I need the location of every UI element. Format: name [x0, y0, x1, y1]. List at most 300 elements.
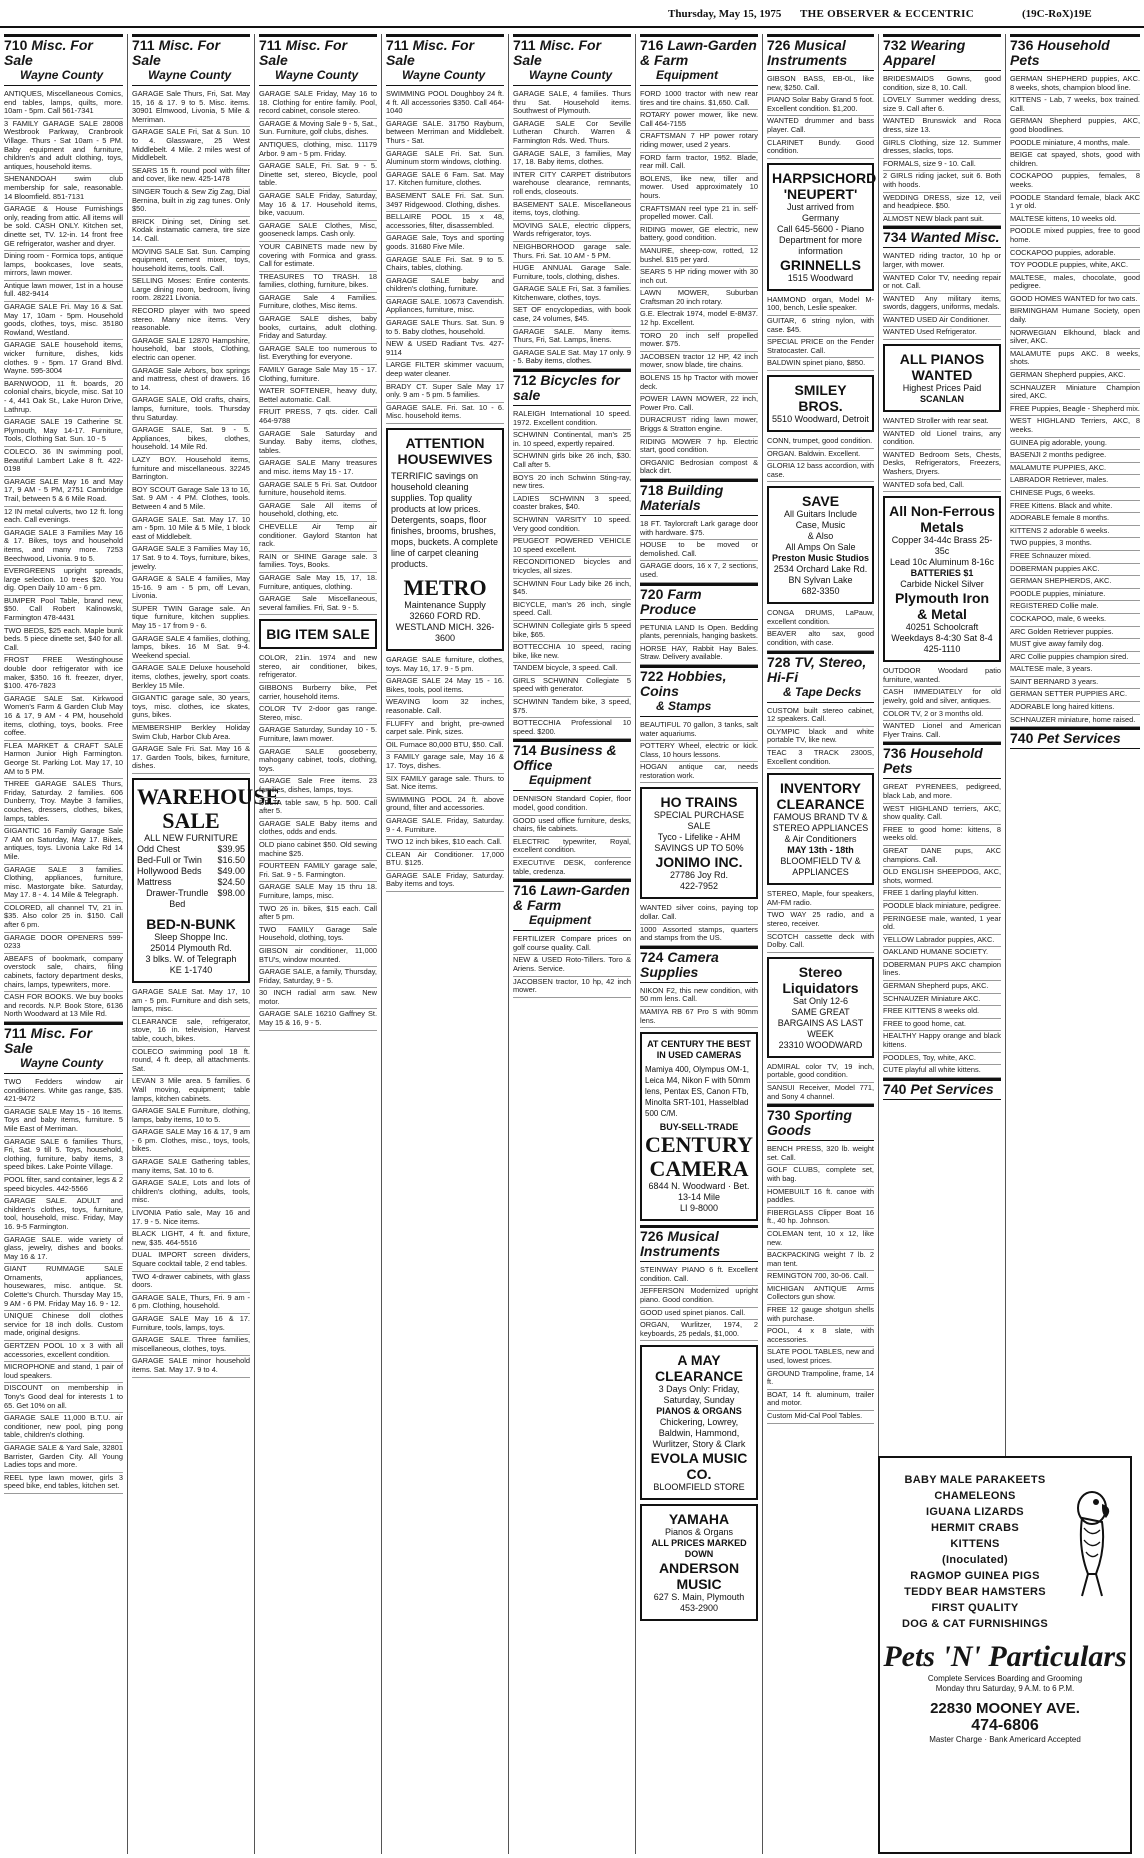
classified-ad: GARAGE SALE Friday, Saturday, May 16 & 17. Household items, bike, vacuum.	[259, 191, 377, 221]
classified-ad: RIDING MOWER 7 hp. Electric start, good condition.	[640, 437, 758, 458]
classified-ad: GARAGE SALE. 31750 Rayburn, between Merriman and Middlebelt. Thurs - Sat.	[386, 119, 504, 149]
classified-ad: TANDEM bicycle, 3 speed. Call.	[513, 663, 631, 676]
classified-ad: RAIN or SHINE Garage sale. 3 families. Toys, Books.	[259, 552, 377, 573]
classified-ad: MALAMUTE pups AKC. 8 weeks, shots.	[1010, 349, 1140, 370]
classified-ad: CRAFTSMAN reel type 21 in. self-propelled mower. Call.	[640, 204, 758, 225]
classified-ad: GARAGE SALE Thurs. Sat. Sun. 9 to 5. Baby clothes, household.	[386, 318, 504, 339]
classified-ad: RIDING mower, GE electric, new battery, good condition.	[640, 225, 758, 246]
classified-ad: COLOR TV, 2 or 3 months old.	[883, 709, 1001, 722]
classified-ad: G.E. Electrak 1974, model E-8M37. 12 hp. Excellent.	[640, 309, 758, 330]
category-header: 718 Building Materials	[640, 479, 758, 516]
pets-line: FIRST QUALITY	[931, 1602, 1019, 1614]
inventory-clearance-ad: INVENTORY CLEARANCE FAMOUS BRAND TV & STEREO APPLIANCES & Air Conditioners MAY 13th - 18th BLOOMFIELD TV & APPLIANCES	[767, 773, 874, 885]
classified-list	[1010, 74, 1140, 727]
classified-ad: TORO 20 inch self propelled mower. $75.	[640, 331, 758, 352]
classified-ad: BASENJI 2 months pedigree.	[1010, 450, 1140, 463]
classified-list	[513, 409, 631, 739]
classified-ad: GARAGE SALE May 15 - 16 Items. Toys and baby items, furniture. 5 Mile East of Merriman.	[4, 1107, 123, 1137]
classified-ad: FERTILIZER Compare prices on golf course quality. Call.	[513, 934, 631, 955]
classified-ad: FORD 1000 tractor with new rear tires and tire chains. $1,650. Call.	[640, 89, 758, 110]
classified-ad: TOY POODLE puppies, white, AKC.	[1010, 260, 1140, 273]
classified-ad: CLEAN Air Conditioner. 17,000 BTU. $125.	[386, 850, 504, 871]
classified-ad: RALEIGH International 10 speed. 1972. Excellent condition.	[513, 409, 631, 430]
category-header: 716 Lawn-Garden & Farm Equipment	[513, 879, 631, 931]
category-header: 724 Camera Supplies	[640, 946, 758, 983]
classified-ad: CRAFTSMAN 7 HP power rotary riding mower, used 2 years.	[640, 131, 758, 152]
classified-ad: PERINGESE male, wanted, 1 year old.	[883, 914, 1001, 935]
category-header: 722 Hobbies, Coins & Stamps	[640, 665, 758, 717]
classified-ad: OLD ENGLISH SHEEPDOG, AKC, shots, wormed.	[883, 867, 1001, 888]
classified-ad: SCHNAUZER Miniature AKC.	[883, 994, 1001, 1007]
classified-ad: NORWEGIAN Elkhound, black and silver, AKC.	[1010, 328, 1140, 349]
classified-ad: GARAGE SALE Friday, May 16 to 18. Clothing for entire family. Pool, record cabinet, console stereo.	[259, 89, 377, 119]
classified-list	[640, 519, 758, 583]
classified-ad: FREE Kittens. Black and white.	[1010, 501, 1140, 514]
classified-ad: GIRLS Clothing, size 12. Summer dresses, slacks, tops.	[883, 138, 1001, 159]
ho-trains-ad: HO TRAINS SPECIAL PURCHASE SALE Tyco - Lifelike - AHM SAVINGS UP TO 50% JONIMO INC. 27786 Joy Rd. 422-7952	[640, 787, 758, 899]
category-header: 720 Farm Produce	[640, 583, 758, 620]
big-item-sale-ad: BIG ITEM SALE	[259, 619, 377, 649]
classified-ad: NEW & USED Radiant Tvs. 427-9114	[386, 339, 504, 360]
classified-ad: GARAGE Sale 4 Families. Furniture, clothes, Misc items.	[259, 293, 377, 314]
classified-ad: MALTESE male, 3 years.	[1010, 664, 1140, 677]
classified-ad: BRADY CT. Super Sale May 17 only. 9 am - 5 pm. 5 families.	[386, 382, 504, 403]
category-header: 726 Musical Instruments	[640, 1225, 758, 1262]
classified-ad: COLEMAN tent, 10 x 12, like new.	[767, 1229, 874, 1250]
classified-ad: BOAT, 14 ft. aluminum, trailer and motor.	[767, 1390, 874, 1411]
century-camera-ad: AT CENTURY THE BEST IN USED CAMERAS Mamiya 400, Olympus OM-1, Leica M4, Nikon F with 50mm lens, Pentax ES, Canon FTb, Minolta SRT-101, Hasselblad 500 C/M. BUY-SELL-TRADE CENTURY CAMERA 6844 N. Woodward · Bet. 13-14 Mile LI 9-8000	[640, 1032, 758, 1221]
classified-ad: BACKPACKING weight 7 lb. 2 man tent.	[767, 1250, 874, 1271]
metals-ad: All Non-Ferrous Metals Copper 34-44c Brass 25-35c Lead 10c Aluminum 8-16c BATTERIES $1 Carbide Nickel Silver Plymouth Iron & Metal 40251 Schoolcraft Weekdays 8-4:30 Sat 8-4 425-1110	[883, 496, 1001, 662]
classified-ad: LAZY BOY. Household items, furniture and miscellaneous. 32245 Barrington.	[132, 455, 250, 485]
classified-ad: OIL Furnace 80,000 BTU, $50. Call.	[386, 740, 504, 753]
classified-ad: BLACK LIGHT, 4 ft. and fixture, new, $35. 464-5516	[132, 1229, 250, 1250]
classified-ad: GARAGE SALE Fri, Sat. 3 families. Kitchenware, clothes, toys.	[513, 284, 631, 305]
classified-ad: TWO 12 inch bikes, $10 each. Call.	[386, 837, 504, 850]
classified-ad: GARAGE & SALE 4 families, May 15-16. 9 am - 5 pm, off Levan, Livonia.	[132, 574, 250, 604]
classified-ad: BEAVER alto sax, good condition, with case.	[767, 629, 874, 650]
classified-ad: POODLE miniature, 4 months, male.	[1010, 138, 1140, 151]
pets-line: IGUANA LIZARDS	[926, 1506, 1024, 1518]
classified-ad: GARAGE SALE Sat. May 17 only. 9 - 5. Baby items, clothes.	[513, 348, 631, 369]
classified-ad: HOMEBUILT 16 ft. canoe with paddles.	[767, 1187, 874, 1208]
classified-ad: ORGAN, Wurlitzer, 1974, 2 keyboards, 25 pedals, $1,000.	[640, 1320, 758, 1341]
classified-ad: SCHWINN girls bike 26 inch, $30. Call after 5.	[513, 451, 631, 472]
classified-ad: BOTTECCHIA 10 speed, racing bike, like new.	[513, 642, 631, 663]
classified-list	[4, 954, 123, 1022]
column-2	[127, 34, 281, 1854]
category-header: 714 Business & Office Equipment	[513, 739, 631, 791]
classified-ad: SANSUI Receiver, Model 771, and Sony 4 channel.	[767, 1083, 874, 1104]
classified-ad: PETUNIA LAND Is Open. Bedding plants, perennials, hanging baskets.	[640, 623, 758, 644]
classified-ad: GARAGE SALE 6 families Thurs, Fri, Sat. 9 till 5. Toys, household, clothing, furniture, baby items, 3 speed bikes. Lake Pointe Village.	[4, 1137, 123, 1175]
classified-list	[767, 889, 874, 953]
classified-ad: GUITAR, 6 string nylon, with case. $45.	[767, 316, 874, 337]
classified-ad: WANTED Bedroom Sets, Chests, Desks, Refrigerators, Freezers, Washers, Dryers.	[883, 450, 1001, 480]
pets-services: Complete Services Boarding and Grooming	[927, 1674, 1083, 1683]
classified-ad: WEST HIGHLAND Terriers, AKC, 8 weeks.	[1010, 416, 1140, 437]
classified-ad: MALAMUTE PUPPIES, AKC.	[1010, 463, 1140, 476]
classified-ad: ORGANIC Bedrosian compost & black dirt.	[640, 458, 758, 479]
classified-ad: WANTED Color TV, needing repair or not. Call.	[883, 273, 1001, 294]
classified-ad: Antique lawn mower, 1st in a house full. 482-9414	[4, 281, 123, 302]
classified-ad: EVERGREENS upright spreads, large selection. 10 trees $20. You dig. Open Daily 10 am - 6 pm.	[4, 566, 123, 596]
classified-list	[132, 89, 250, 693]
classified-ad: 30 INCH radial arm saw. New motor.	[259, 988, 377, 1009]
classified-ad: 1000 Assorted stamps, quarters and stamps from the US.	[640, 925, 758, 946]
classified-ad: BEAUTIFUL 70 gallon, 3 tanks, salt water aquariums.	[640, 720, 758, 741]
classified-ad: PIANO Solar Baby Grand 5 foot. Excellent condition. $1,200.	[767, 95, 874, 116]
classified-ad: GARAGE SALE. 10673 Cavendish. Appliances, furniture, misc.	[386, 297, 504, 318]
classified-ad: GARAGE SALE Furniture, clothing, lamps, baby items, 10 to 5.	[132, 1106, 250, 1127]
classified-ad: SCOTCH cassette deck with Dolby. Call.	[767, 932, 874, 953]
classified-list	[767, 1144, 874, 1423]
classified-ad: GARAGE SALE, Sat. 9 - 5. Appliances, bikes, clothes, household. 14 Mile Rd.	[132, 425, 250, 455]
classified-ad: DURACRUST riding lawn mower, Briggs & Stratton engine.	[640, 415, 758, 436]
classified-list	[640, 720, 758, 784]
classified-ad: FORMALS, size 9 - 10. Call.	[883, 159, 1001, 172]
classified-ad: GARAGE SALE Fri. Sat. Sun. Aluminum storm windows, clothing.	[386, 149, 504, 170]
column-7	[762, 34, 878, 1854]
classified-ad: COCKAPOO puppies, females, 8 weeks.	[1010, 171, 1140, 192]
column-3	[254, 34, 381, 1854]
category-header: 711 Misc. For Sale Wayne County	[513, 34, 631, 86]
classified-ad: POODLES, Toy, white, AKC.	[883, 1053, 1001, 1066]
classified-ad: GERMAN Shepherd puppies, AKC, good bloodlines.	[1010, 116, 1140, 137]
classified-ad: SUPER TWIN Garage sale. An tique furniture, kitchen supplies. May 15 - 17 from 9 - 6.	[132, 604, 250, 634]
classified-ad: GARAGE SALE May 16 and May 17, 9 AM - 5 PM, 2751 Cambridge Trail, between 5 & 6 Mile Road.	[4, 477, 123, 507]
classified-list	[883, 416, 1001, 492]
pets-cards: Master Charge · Bank Americard Accepted	[929, 1735, 1081, 1744]
classified-ad: GARAGE SALE 5 Fri. Sat. Outdoor furniture, household items.	[259, 480, 377, 501]
category-header: 726 Musical Instruments	[767, 34, 874, 71]
classified-ad: GERMAN SHEPHERD puppies, AKC. 8 weeks, shots, champion blood line.	[1010, 74, 1140, 95]
classified-list	[640, 89, 758, 479]
classified-ad: REEL type lawn mower, girls 3 speed bike, end tables, kitchen set.	[4, 1473, 123, 1494]
classified-ad: DELTA table saw, 5 hp. 500. Call after 5.	[259, 798, 377, 819]
may-clearance-ad: A MAY CLEARANCE 3 Days Only: Friday, Saturday, Sunday PIANOS & ORGANS Chickering, Lowrey, Baldwin, Hammond, Wurlitzer, Story & Clark EVOLA MUSIC CO. BLOOMFIELD STORE	[640, 1345, 758, 1500]
issue-date: Thursday, May 15, 1975	[668, 8, 782, 20]
classified-ad: CUSTOM built stereo cabinet, 12 speakers. Call.	[767, 706, 874, 727]
classified-ad: CUTE playful all white kittens.	[883, 1065, 1001, 1078]
classified-ad: GOOD HOMES WANTED for two cats.	[1010, 294, 1140, 307]
classified-ad: WANTED silver coins, paying top dollar. Call.	[640, 903, 758, 924]
classified-ad: LAWN MOWER, Suburban Craftsman 20 inch rotary.	[640, 288, 758, 309]
classified-ad: SCHWINN Collegiate girls 5 speed bike, $65.	[513, 621, 631, 642]
classified-ad: COCKAPOO, male, 6 weeks.	[1010, 614, 1140, 627]
classified-ad: HOGAN antique car, needs restoration work.	[640, 762, 758, 783]
classified-ad: SET OF encyclopedias, with book case, 24 volumes, $45.	[513, 305, 631, 326]
classified-list	[640, 986, 758, 1028]
classified-ad: BICYCLE, man's 26 inch, single speed. Call.	[513, 600, 631, 621]
classified-ad: GARAGE Sale All items of household, clothing, etc.	[259, 501, 377, 522]
classified-ad: POODLE mixed puppies, free to good home.	[1010, 226, 1140, 247]
classified-ad: SCHNAUZER Miniature Champion sired, AKC.	[1010, 383, 1140, 404]
category-header: 730 Sporting Goods	[767, 1104, 874, 1141]
classified-ad: BOLENS, like new, tiller and mower. Used approximately 10 hours.	[640, 174, 758, 204]
category-header: 740 Pet Services	[1010, 727, 1140, 749]
classified-ad: WEAVING loom 32 inches, reasonable. Call.	[386, 697, 504, 718]
classified-ad: SIX FAMILY garage sale. Thurs. to Sat. Nice items.	[386, 774, 504, 795]
classified-ad: GARAGE SALE. Three families, miscellaneous, clothes, toys.	[132, 1335, 250, 1356]
classified-ad: GOOD used spinet pianos. Call.	[640, 1308, 758, 1321]
classified-list	[259, 653, 377, 1030]
classified-ad: POODLE puppies, miniature.	[1010, 589, 1140, 602]
classified-ad: FLUFFY and bright, pre-owned carpet sale. Pink, sizes.	[386, 719, 504, 740]
classified-ad: WATER SOFTENER, heavy duty, Bettel automatic. Call.	[259, 386, 377, 407]
classified-ad: FREE 1 darling playful kitten.	[883, 888, 1001, 901]
classified-ad: THREE GARAGE SALES Thurs, Friday, Saturday. 2 families. 606 Dunberry, Troy. Maybe 3 families, couches, dressers, clothes, bikes, lamps, tables.	[4, 779, 123, 826]
category-header: 740 Pet Services	[883, 1078, 1001, 1100]
category-header: 736 Household Pets	[883, 742, 1001, 779]
classified-ad: DUAL IMPORT screen dividers, Square cocktail table, 2 end tables.	[132, 1250, 250, 1271]
classified-ad: LADIES SCHWINN 3 speed, coaster brakes, $40.	[513, 494, 631, 515]
classified-ad: GARAGE Sale Arbors, box springs and mattress, chest of drawers. 16 to 14.	[132, 366, 250, 396]
classified-ad: GARAGE SALE Clothes, Misc, gooseneck lamps. Cash only.	[259, 221, 377, 242]
classified-ad: GARAGE SALE Deluxe household items, clothes, jewelry, sport coats. Berkley 15 Mile.	[132, 663, 250, 693]
classified-ad: GARAGE SALE 11,000 B.T.U. air conditioner, new pool, ping pong table, children's clothing.	[4, 1413, 123, 1443]
classified-ad: ADORABLE female 8 months.	[1010, 513, 1140, 526]
classified-ad: CLEARANCE sale, refrigerator, stove, 16 in. television, Harvest table, couch, bikes.	[132, 1017, 250, 1047]
guitars-sale-ad: SAVE All Guitars Include Case, Music & Also All Amps On Sale Preston Music Studios 2534 Orchard Lake Rd. BN Sylvan Lake 682-3350	[767, 486, 874, 604]
classified-ad: MICROPHONE and stand, 1 pair of loud speakers.	[4, 1362, 123, 1383]
classified-ad: SCHWINN VARSITY 10 speed. Very good condition.	[513, 515, 631, 536]
classified-list	[386, 89, 504, 424]
classified-ad: BOYS 20 inch Schwinn Sting-ray, new tires.	[513, 473, 631, 494]
classified-ad: STEREO, Maple, four speakers, AM-FM radio.	[767, 889, 874, 910]
classified-ad: LIVONIA Patio sale, May 16 and 17. 9 - 5. Nice items.	[132, 1208, 250, 1229]
pets-line: HERMIT CRABS	[931, 1522, 1019, 1534]
classified-list	[883, 666, 1001, 742]
classified-list	[883, 74, 1001, 226]
classified-ad: GARAGE SALE. ADULT and children's clothes, toys, furniture, tool, household, misc. Friday, May 16. 9-5 Farmington.	[4, 1196, 123, 1234]
classified-ad: OAKLAND HUMANE SOCIETY.	[883, 947, 1001, 960]
classified-ad: WANTED Stroller with rear seat.	[883, 416, 1001, 429]
classified-ad: DENNISON Standard Copier, floor model, good condition.	[513, 794, 631, 815]
classified-ad: LEVAN 3 Mile area. 5 families. 6 Wall moving, equipment; table lamps, kitchen cabinets.	[132, 1076, 250, 1106]
classified-ad: GARAGE SALE, Lots and lots of children's clothing, adults, tools, misc.	[132, 1178, 250, 1208]
classified-ad: BELLAIRE POOL 15 x 48, accessories, filter, disassembled.	[386, 212, 504, 233]
classified-ad: MUST give away family dog.	[1010, 639, 1140, 652]
classified-ad: GARAGE SALE 3 Families May 16 & 17. Bikes, toys and household items, and many more. 7253 Beechwood, Livonia. 9 to 5.	[4, 528, 123, 566]
classified-ad: LABRADOR Retriever, males.	[1010, 475, 1140, 488]
classified-ad: GARAGE SALE, 3 families, May 17, 18. Baby items, clothes.	[513, 149, 631, 170]
classified-ad: GARAGE SALE Fri. Sat. 9 to 5. Chairs, tables, clothing.	[386, 255, 504, 276]
classified-ad: POTTERY Wheel, electric or kick. Class, 10 hours lessons.	[640, 741, 758, 762]
page-code: (19C-RoX)19E	[1022, 8, 1092, 20]
classified-ad: JACOBSEN tractor 12 HP, 42 inch mower, snow blade, tire chains.	[640, 352, 758, 373]
classified-ad: OLD piano cabinet $50. Old sewing machine $25.	[259, 840, 377, 861]
stereo-liquidators-ad: Stereo Liquidators Sat Only 12-6 SAME GREAT BARGAINS AS LAST WEEK 23310 WOODWARD	[767, 957, 874, 1058]
classified-ad: GARAGE & House Furnishings only, reading from attic. All items will be sold. CASH ONLY. Kitchen set, dinette set, TV. 12-in. 14 front free GE refrigerator, washer and dryer.	[4, 204, 123, 251]
classified-ad: UNIQUE Chinese doll clothes service for 18 inch dolls. Custom made, original designs.	[4, 1311, 123, 1341]
smiley-bros-ad: SMILEY BROS. 5510 Woodward, Detroit	[767, 375, 874, 432]
classified-ad: ADORABLE long haired kittens.	[1010, 702, 1140, 715]
classified-ad: GARAGE SALE household items, wicker furniture, dishes, kids clothes. 9 - 5pm. 17 Grand Blvd. Wayne. 595-3004	[4, 340, 123, 378]
classified-ad: CHINESE Pugs, 6 weeks.	[1010, 488, 1140, 501]
classified-ad: GOLF CLUBS, complete set, with bag.	[767, 1165, 874, 1186]
category-header: 736 Household Pets	[1010, 34, 1140, 71]
classified-ad: FIBERGLASS Clipper Boat 16 ft., 40 hp. Johnson.	[767, 1208, 874, 1229]
classified-ad: HUGE ANNUAL Garage Sale. Furniture, tools, clothing, dishes.	[513, 263, 631, 284]
column-5	[508, 34, 635, 1854]
classified-ad: GARAGE SALE Gathering tables, many items, Sat. 10 to 6.	[132, 1157, 250, 1178]
classified-ad: GARAGE SALE Cor Seville Lutheran Church. Warren & Farmington Rds. Wed. Thurs.	[513, 119, 631, 149]
classified-ad: WANTED Brunswick and Roca dress, size 13.	[883, 116, 1001, 137]
classified-ad: GIBSON air conditioner, 11,000 BTU's, window mounted.	[259, 946, 377, 967]
classified-list	[132, 987, 250, 1378]
classified-ad: JACOBSEN tractor, 10 hp, 42 inch mower.	[513, 977, 631, 998]
classified-ad: FLEA MARKET & CRAFT SALE Harmon Junior High Farmington. George St. Parking Lot. May 17, 10 AM to 5 PM.	[4, 741, 123, 779]
classified-ad: GUINEA pig adorable, young.	[1010, 438, 1140, 451]
classified-ad: MICHIGAN ANTIQUE Arms Collectors gun show.	[767, 1284, 874, 1305]
classified-ad: COLORED, all channel TV, 21 in. $35. Also color 25 in. $150. Call after 6 pm.	[4, 903, 123, 933]
classified-ad: TWO 26 in. bikes, $15 each. Call after 5 pm.	[259, 904, 377, 925]
classified-ad: HORSE HAY, Rabbit Hay Bales. Straw. Delivery available.	[640, 644, 758, 665]
classified-ad: GARAGE SALE Many treasures and misc. items May 15 - 17.	[259, 458, 377, 479]
warehouse-sale-ad: WAREHOUSE SALE ALL NEW FURNITURE Odd Chest $39.95 Bed-Full or Twin $16.50 Hollywood Beds $49.00 Mattress $24.50 Drawer-Trundle Bed $98.00 BED-N-BUNK Sleep Shoppe Inc. 25014 Plymouth Rd. 3 blks. W. of Telegraph KE 1-1740	[132, 778, 250, 983]
classified-ad: WANTED riding tractor, 10 hp or larger, with mower.	[883, 251, 1001, 272]
classified-ad: NEIGHBORHOOD garage sale. Thurs. Fri. Sat. 10 AM - 5 PM.	[513, 242, 631, 263]
classified-ad: CONGA DRUMS, LaPauw, excellent condition.	[767, 608, 874, 629]
classified-ad: ROTARY power mower, like new. Call 464-7155	[640, 110, 758, 131]
classified-ad: FOURTEEN FAMILY garage sale, Fri. Sat. 9 - 5. Farmington.	[259, 861, 377, 882]
classified-ad: NEW & USED Roto-Tillers. Toro & Ariens. Service.	[513, 955, 631, 976]
price-row: Hollywood Beds $49.00	[137, 865, 245, 876]
classified-ad: CONN, trumpet, good condition.	[767, 436, 874, 449]
harpsichord-ad: HARPSICHORD 'NEUPERT' Just arrived from Germany Call 645-5600 - Piano Department for more information GRINNELLS 1515 Woodward	[767, 163, 874, 291]
classified-ad: GARAGE SALE 24 May 15 - 16. Bikes, tools, pool items.	[386, 676, 504, 697]
classified-ad: CLARINET Bundy. Good condition.	[767, 138, 874, 159]
classified-ad: BENCH PRESS, 320 lb. weight set. Call.	[767, 1144, 874, 1165]
classified-ad: POOL filter, sand container, legs & 2 speed bicycles. 442-5566	[4, 1175, 123, 1196]
classified-ad: FORD farm tractor, 1952. Blade, rear mill. Call.	[640, 153, 758, 174]
price-row: Odd Chest $39.95	[137, 843, 245, 854]
classified-ad: BRICK Dining set, Dining set. Kodak instamatic camera, tire size 14. Call.	[132, 217, 250, 247]
classified-ad: GARAGE SALE gooseberry, mahogany cabinet, tools, clothing, toys.	[259, 747, 377, 777]
classified-ad: POOL, 4 x 8 slate, with accessories.	[767, 1326, 874, 1347]
classified-ad: GARAGE SALE Sat. Kirkwood Women's Farm & Garden Club May 16 & 17, 9 AM - 4 PM, household items, clothing, toys, books. Free coffee.	[4, 694, 123, 741]
classified-ad: GARAGE Sale Miscellaneous, several families. Fri, Sat. 9 - 5.	[259, 594, 377, 615]
classified-ad: GARAGE SALE dishes, baby books, curtains, adult clothing. Friday and Saturday.	[259, 314, 377, 344]
classified-ad: BASEMENT SALE Fri. Sat. Sun. 3497 Ridgewood. Clothing, dishes.	[386, 191, 504, 212]
warehouse-price-list	[137, 844, 245, 910]
classified-ad: LARGE FILTER skimmer vacuum, deep water cleaner.	[386, 360, 504, 381]
classified-list	[767, 1062, 874, 1104]
classified-ad: 18 FT. Taylorcraft Lark garage door with hardware. $75.	[640, 519, 758, 540]
pets-line: DOG & CAT FURNISHINGS	[901, 1618, 1049, 1630]
classified-ad: GARAGE SALE May 15 thru 18. Furniture, lamps, misc.	[259, 882, 377, 903]
classified-ad: YOUR CABINETS made new by covering with Formica and grass. Call for estimate.	[259, 242, 377, 272]
classified-ad: SLATE POOL TABLES, new and used, lowest prices.	[767, 1347, 874, 1368]
classified-ad: WANTED Any military items, swords, daggers, uniforms, medals.	[883, 294, 1001, 315]
column-6	[635, 34, 762, 1854]
classified-ad: INTER CITY CARPET distributors warehouse clearance, remnants, roll ends, closeouts.	[513, 170, 631, 200]
classified-ad: CASH IMMEDIATELY for old jewelry, gold and silver, antiques.	[883, 687, 1001, 708]
classified-ad: COCKAPOO puppies, adorable.	[1010, 248, 1140, 261]
classified-ad: GARAGE SALE. Many items. Thurs, Fri, Sat. Lamps, linens.	[513, 327, 631, 348]
classified-ad: GARAGE SALE May 16 & 17, 9 am - 6 pm. Clothes, misc., toys, tools, bikes.	[132, 1127, 250, 1157]
category-header: 734 Wanted Misc.	[883, 226, 1001, 248]
classified-ad: 12 IN metal culverts, two 12 ft. long each. Call evenings.	[4, 507, 123, 528]
classified-ad: SEARS 5 HP riding mower with 30 inch cut.	[640, 267, 758, 288]
price-row: Drawer-Trundle Bed $98.00	[146, 887, 245, 909]
classified-ad: GERMAN Shepherd puppies, AKC.	[1010, 370, 1140, 383]
classified-ad: BARNWOOD, 11 ft. boards, 20 colonial chairs, bicycle, misc. Sat 10 - 4, 441 Oak St., Lake Huron Drive, Lathrup.	[4, 379, 123, 417]
classified-ad: SEARS 15 ft. round pool with filter and cover, like new. 425-1478	[132, 166, 250, 187]
classified-ad: REGISTERED Collie male.	[1010, 601, 1140, 614]
masthead	[0, 4, 1138, 24]
classified-ad: ARC Collie puppies champion sired.	[1010, 652, 1140, 665]
classified-ad: MEMBERSHIP Berkley Holiday Swim Club, Harbor Club Area.	[132, 723, 250, 744]
classified-ad: BASEMENT SALE. Miscellaneous items, toys, clothing.	[513, 200, 631, 221]
classified-ad: ABEAFS of bookmark, company overstock sale, chairs, filing cabinets, factory department desks, chairs, lamps, typewriters, more.	[4, 954, 123, 992]
classified-ad: SWIMMING POOL Doughboy 24 ft. 4 ft. All accessories $350. Call 464-1040	[386, 89, 504, 119]
classified-ad: REMINGTON 700, 30-06. Call.	[767, 1271, 874, 1284]
classified-ad: GARAGE SALE, 4 families. Thurs thru Sat. Household items. Southwest of Plymouth.	[513, 89, 631, 119]
classified-ad: SWIMMING POOL 24 ft. above ground, filter and accessories.	[386, 795, 504, 816]
category-header: 711 Misc. For Sale Wayne County	[132, 34, 250, 86]
classified-ad: KITTENS 2 adorable 6 weeks.	[1010, 526, 1140, 539]
classified-ad: BALDWIN spinet piano, $850.	[767, 358, 874, 371]
classified-ad: DOBERMAN puppies AKC.	[1010, 564, 1140, 577]
classified-ad: CASH FOR BOOKS. We buy books and records. N.P. Book Store, 6136 North Woodward at 13 Mile Rd.	[4, 992, 123, 1022]
classified-ad: DOBERMAN PUPS AKC champion lines.	[883, 960, 1001, 981]
pets-line: CHAMELEONS	[934, 1490, 1016, 1502]
classified-ad: GARAGE SALE. Fri. Sat. 10 - 6. Misc. household items.	[386, 403, 504, 424]
classified-ad: GARAGE Sale Saturday and Sunday. Baby items, clothes, tables.	[259, 429, 377, 459]
classified-ad: POODLE Standard female, black AKC 1 yr old.	[1010, 193, 1140, 214]
classified-ad: HOUSE to be moved or demolished. Call.	[640, 540, 758, 561]
classified-ad: TWO puppies, 3 months.	[1010, 538, 1140, 551]
classified-ad: WANTED Used Refrigerator.	[883, 327, 1001, 340]
price-row: Bed-Full or Twin $16.50	[137, 854, 245, 865]
category-header: 711 Misc. For Sale Wayne County	[4, 1022, 123, 1074]
classified-ad: MOVING SALE, electric clippers, Wards refrigerator, toys.	[513, 221, 631, 242]
classified-ad: OLYMPIC black and white portable TV, like new.	[767, 727, 874, 748]
pets-line: TEDDY BEAR HAMSTERS	[904, 1586, 1046, 1598]
classified-ad: WEST HIGHLAND terriers, AKC, show quality. Call.	[883, 804, 1001, 825]
classified-ad: GARAGE SALE Friday, Saturday. Baby items and toys.	[386, 871, 504, 892]
classified-list	[259, 89, 377, 615]
classified-ad: GARAGE DOOR OPENERS 599-0233	[4, 933, 123, 954]
classified-ad: MAMIYA RB 67 Pro S with 90mm lens.	[640, 1007, 758, 1028]
price-row: Mattress $24.50	[137, 876, 245, 887]
classified-ad: FRUIT PRESS, 7 qts. cider. Call 464-9788	[259, 407, 377, 428]
classified-list	[767, 74, 874, 159]
column-1	[0, 34, 127, 1854]
classified-ad: COLECO. 36 IN swimming pool, Beautiful Lambert Lake 8 ft. 422-0198	[4, 447, 123, 477]
classified-ad: BRIDESMAIDS Gowns, good condition, size 8, 10. Call.	[883, 74, 1001, 95]
classified-ad: GARAGE Sale Fri. Sat. May 16 & 17. Garden Tools, bikes, furniture, dishes.	[132, 744, 250, 774]
classified-ad: TREASURES TO TRASH. 18 families, clothing, furniture, bikes.	[259, 272, 377, 293]
classified-ad: GROUND Trampoline, frame, 14 ft.	[767, 1369, 874, 1390]
classified-ad: MALTESE, males, chocolate, good pedigree.	[1010, 273, 1140, 294]
classified-ad: GARAGE SALE Fri, Sat & Sun. 10 to 4. Glassware, 25 West Middlebelt. 4 Mile. 2 miles west of Middlebelt.	[132, 127, 250, 165]
classified-ad: GERMAN SETTER PUPPIES ARC.	[1010, 689, 1140, 702]
classified-ad: BOTTECCHIA Professional 10 speed. $200.	[513, 718, 631, 739]
classified-ad: TWO FAMILY Garage Sale Household, clothing, toys.	[259, 925, 377, 946]
classified-ad: WANTED old Lionel trains, any condition.	[883, 429, 1001, 450]
yamaha-ad: YAMAHA Pianos & Organs ALL PRICES MARKED DOWN ANDERSON MUSIC 627 S. Main, Plymouth 453-2900	[640, 1504, 758, 1621]
classified-ad: WANTED drummer and bass player. Call.	[767, 116, 874, 137]
classified-ad: GIRLS SCHWINN Collegiate 5 speed with generator.	[513, 676, 631, 697]
classified-ad: GARAGE SALE 12870 Hampshire, household, bar stools, Clothing, electric can opener.	[132, 336, 250, 366]
classified-ad: YELLOW Labrador puppies, AKC.	[883, 935, 1001, 948]
classified-ad: SCHNAUZER miniature, home raised.	[1010, 715, 1140, 728]
classified-ad: GARAGE SALE too numerous to list. Everything for everyone.	[259, 344, 377, 365]
classified-ad: RECONDITIONED bicycles and tricycles, all sizes.	[513, 557, 631, 578]
